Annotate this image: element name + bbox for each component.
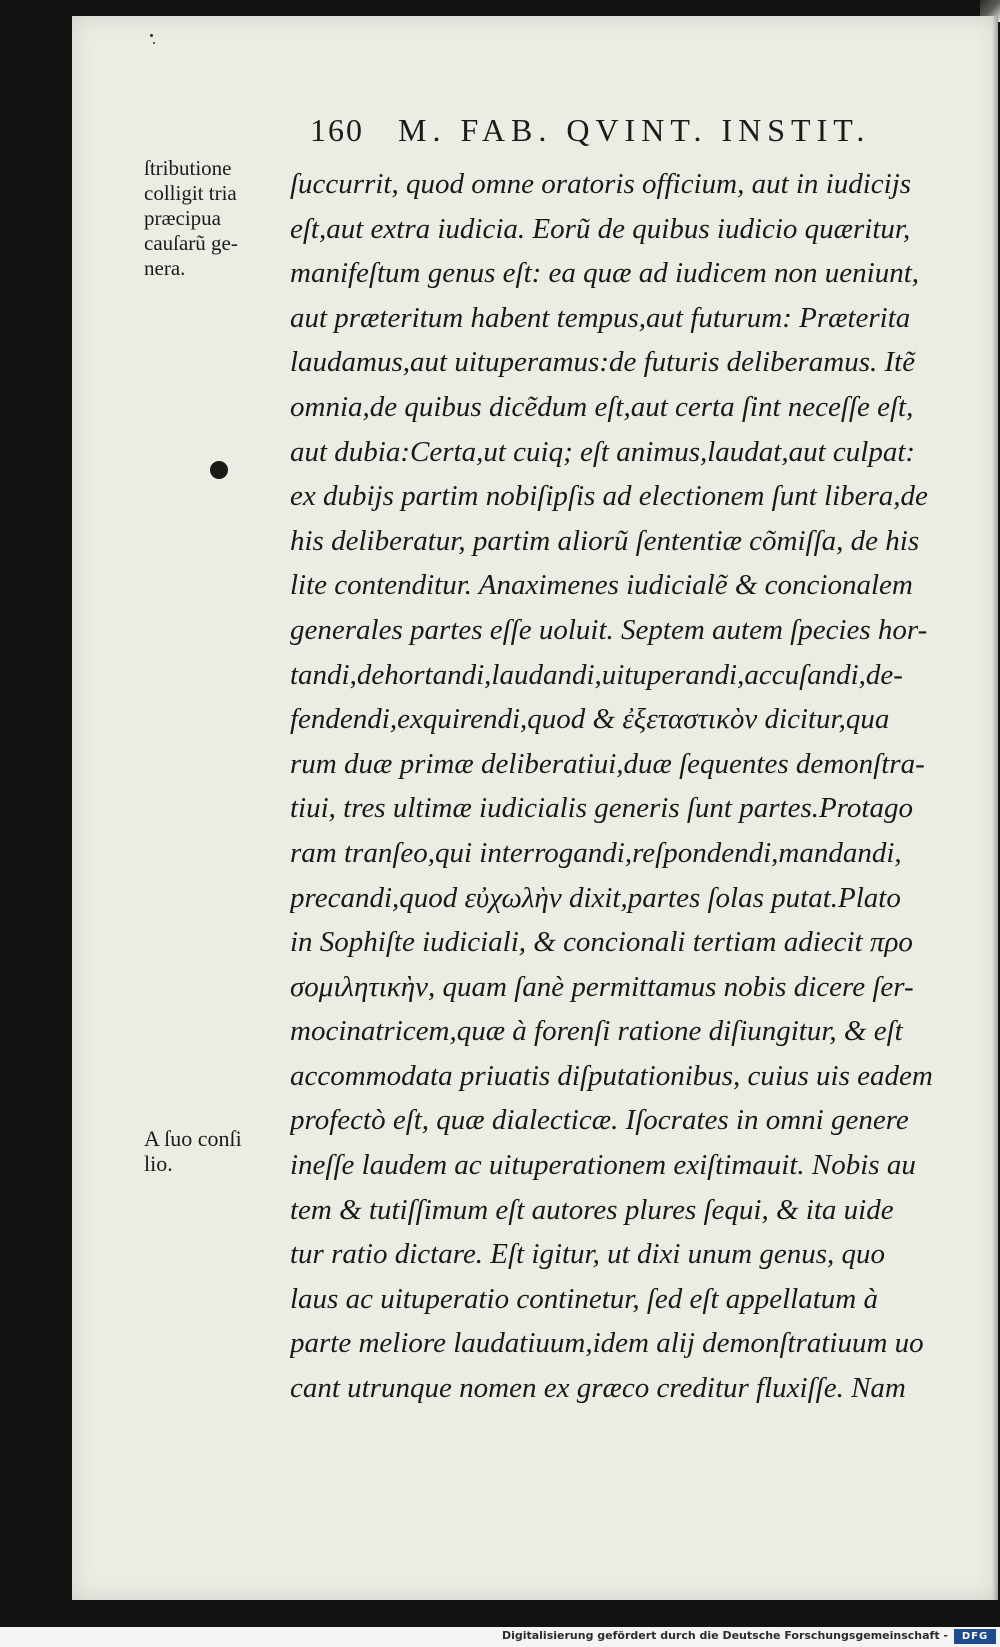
text-line: lite contenditur. Anaximenes iudicialẽ & concionalem bbox=[290, 569, 913, 602]
text-line: σομιλητικὴν, quam ſanè permittamus nobis dicere ſer- bbox=[290, 970, 914, 1003]
text-line: fendendi,exquirendi,quod & ἐξεταστικὸν dicitur,qua bbox=[290, 703, 890, 736]
text-line: generales partes eſſe uoluit. Septem autem ſpecies hor- bbox=[290, 613, 928, 646]
text-line: precandi,quod εὐχωλὴν dixit,partes ſolas putat.Plato bbox=[290, 881, 901, 914]
margin-note bbox=[144, 156, 284, 281]
body-text bbox=[290, 162, 990, 1411]
margin-note-line: A ſuo conſi bbox=[144, 1126, 242, 1151]
text-line: in Sophiſte iudiciali, & concionali tertiam adiecit προ bbox=[290, 926, 913, 959]
text-line: laus ac uituperatio continetur, ſed eſt appellatum à bbox=[290, 1282, 878, 1315]
text-line: mocinatricem,quæ à forenſi ratione diſiungitur, & eſt bbox=[290, 1015, 903, 1048]
margin-note bbox=[144, 1126, 284, 1176]
text-line: omnia,de quibus dicẽdum eſt,aut certa ſint neceſſe eſt, bbox=[290, 390, 914, 423]
margin-note-line: nera. bbox=[144, 256, 186, 280]
text-line: tem & tutiſſimum eſt autores plures ſequi, & ita uide bbox=[290, 1193, 894, 1226]
text-line: accommodata priuatis diſputationibus, cuius uis eadem bbox=[290, 1059, 933, 1092]
dfg-logo: DFG bbox=[954, 1629, 996, 1644]
margin-note-line: cauſarũ ge- bbox=[144, 231, 238, 255]
text-line: tiui, tres ultimæ iudicialis generis ſunt partes.Protago bbox=[290, 792, 913, 825]
text-line: parte meliore laudatiuum,idem alij demonſtratiuum uo bbox=[290, 1327, 924, 1360]
margin-note-line: ſtributione bbox=[144, 156, 232, 180]
margin-note-line: lio. bbox=[144, 1151, 173, 1176]
text-line: profectò eſt, quæ dialecticæ. Iſocrates in omni genere bbox=[290, 1104, 909, 1137]
running-head bbox=[310, 112, 930, 156]
page-number: 160 bbox=[310, 112, 364, 148]
margin-note-line: præcipua bbox=[144, 206, 221, 230]
text-line: cant utrunque nomen ex græco creditur fluxiſſe. Nam bbox=[290, 1372, 906, 1405]
text-line: ineſſe laudem ac uituperationem exiſtimauit. Nobis au bbox=[290, 1149, 916, 1182]
text-line: tandi,dehortandi,laudandi,uituperandi,accuſandi,de- bbox=[290, 658, 903, 691]
margin-note-line: colligit tria bbox=[144, 181, 237, 205]
text-line: rum duæ primæ deliberatiui,duæ ſequentes demonſtra- bbox=[290, 747, 925, 780]
text-line: ſuccurrit, quod omne oratoris officium, aut in iudicijs bbox=[290, 168, 912, 200]
running-title: M. FAB. QVINT. INSTIT. bbox=[398, 112, 871, 148]
marginal-bullet-mark bbox=[210, 461, 228, 479]
text-line: aut dubia:Certa,ut cuiq; eſt animus,laudat,aut culpat: bbox=[290, 435, 916, 468]
page-edge-shadow bbox=[992, 16, 998, 1600]
text-line: ex dubijs partim nobiſipſis ad electionem ſunt libera,de bbox=[290, 480, 928, 513]
text-line: aut præteritum habent tempus,aut futurum: Præterita bbox=[290, 301, 911, 334]
ink-speck bbox=[153, 42, 155, 44]
text-line: ram tranſeo,qui interrogandi,reſpondendi,mandandi, bbox=[290, 836, 902, 869]
text-line: tur ratio dictare. Eſt igitur, ut dixi unum genus, quo bbox=[290, 1238, 886, 1271]
text-line: laudamus,aut uituperamus:de futuris deliberamus. Itẽ bbox=[290, 346, 916, 379]
digitization-credit: Digitalisierung gefördert durch die Deutsche Forschungsgemeinschaft - bbox=[501, 1629, 948, 1642]
text-line: his deliberatur, partim aliorũ ſententiæ cõmiſſa, de his bbox=[290, 524, 920, 557]
text-line: manifeſtum genus eſt: ea quæ ad iudicem non ueniunt, bbox=[290, 257, 920, 290]
ink-speck bbox=[150, 34, 153, 37]
text-line: eſt,aut extra iudicia. Eorũ de quibus iudicio quæritur, bbox=[290, 212, 911, 245]
